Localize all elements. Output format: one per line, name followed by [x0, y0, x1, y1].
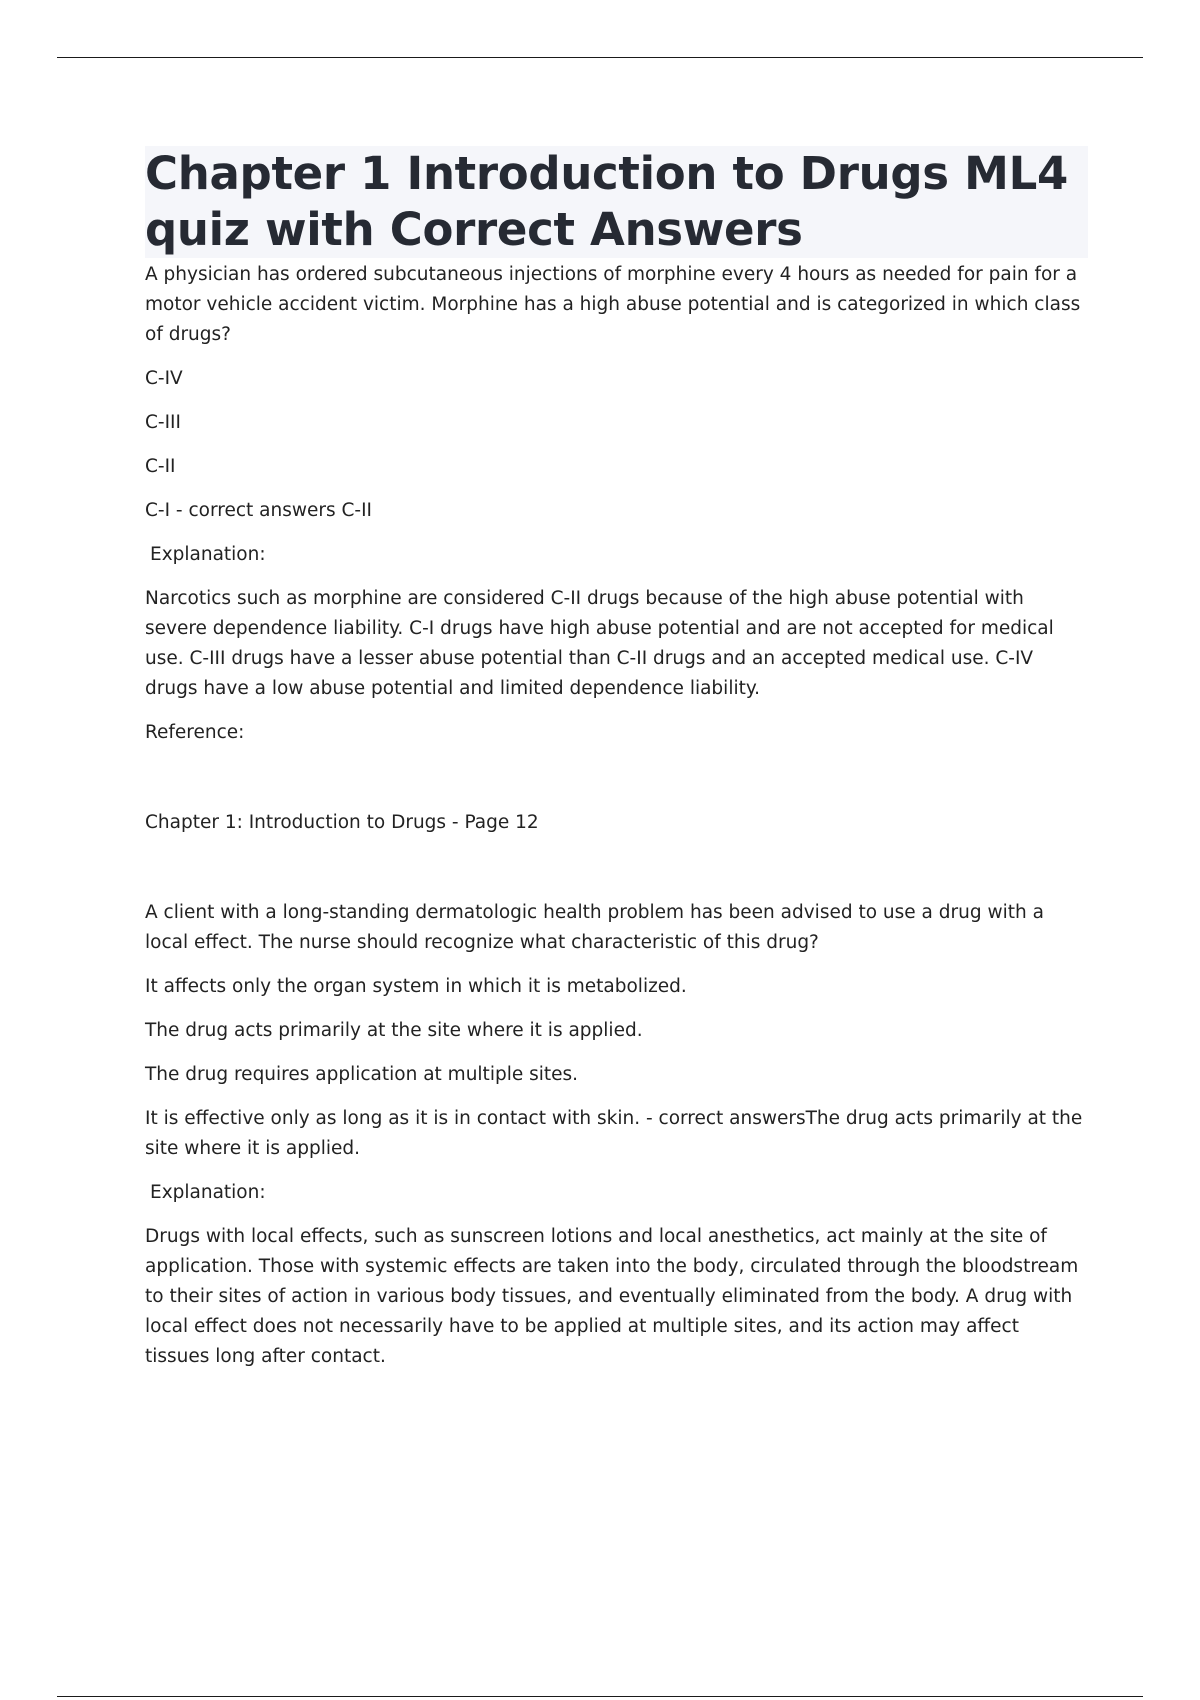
document-body — [145, 146, 1088, 1372]
question-1-stem: A physician has ordered subcutaneous injections of morphine every 4 hours as needed for pain for a motor vehicle accident victim. Morphine has a high abuse potential and is categorized in which class of drugs? — [145, 264, 1081, 345]
question-1-explanation: Narcotics such as morphine are considered C-II drugs because of the high abuse potential with severe dependence liability. C-I drugs have high abuse potential and are not accepted for medical use. C-III drugs have a lesser abuse potential than C-II drugs and an accepted medical use. C-IV drugs have a low abuse potential and limited dependence liability. — [145, 588, 1054, 699]
top-rule — [57, 57, 1143, 58]
question-1-reference-label: Reference: — [145, 722, 245, 743]
question-1-option-4-answer: C-I - correct answers C-II — [145, 500, 372, 521]
question-1-explanation-label: Explanation: — [150, 544, 266, 565]
question-2-explanation-label: Explanation: — [150, 1182, 266, 1203]
question-1 — [145, 260, 1088, 838]
question-2 — [145, 898, 1088, 1372]
question-1-option-3: C-II — [145, 456, 176, 477]
question-2-stem: A client with a long-standing dermatologic health problem has been advised to use a drug with a local effect. The nurse should recognize what characteristic of this drug? — [145, 902, 1044, 953]
question-2-option-2: The drug acts primarily at the site where it is applied. — [145, 1020, 643, 1041]
question-2-option-4-answer: It is effective only as long as it is in contact with skin. - correct answersThe drug acts primarily at the site where it is applied. — [145, 1108, 1083, 1159]
question-1-option-1: C-IV — [145, 368, 183, 389]
question-2-option-1: It affects only the organ system in which it is metabolized. — [145, 976, 687, 997]
question-1-reference: Chapter 1: Introduction to Drugs - Page 12 — [145, 812, 539, 833]
title-block — [145, 146, 1088, 258]
bottom-rule — [57, 1696, 1143, 1697]
question-1-option-2: C-III — [145, 412, 181, 433]
question-2-option-3: The drug requires application at multiple sites. — [145, 1064, 579, 1085]
document-title: Chapter 1 Introduction to Drugs ML4 quiz with Correct Answers — [145, 147, 1068, 256]
question-2-explanation: Drugs with local effects, such as sunscreen lotions and local anesthetics, act mainly at the site of application. Those with systemic effects are taken into the body, circulated through the bloodstream to their sites of action in various body tissues, and eventually eliminated from the body. A drug with local effect does not necessarily have to be applied at multiple sites, and its action may affect tissues long after contact. — [145, 1226, 1079, 1367]
